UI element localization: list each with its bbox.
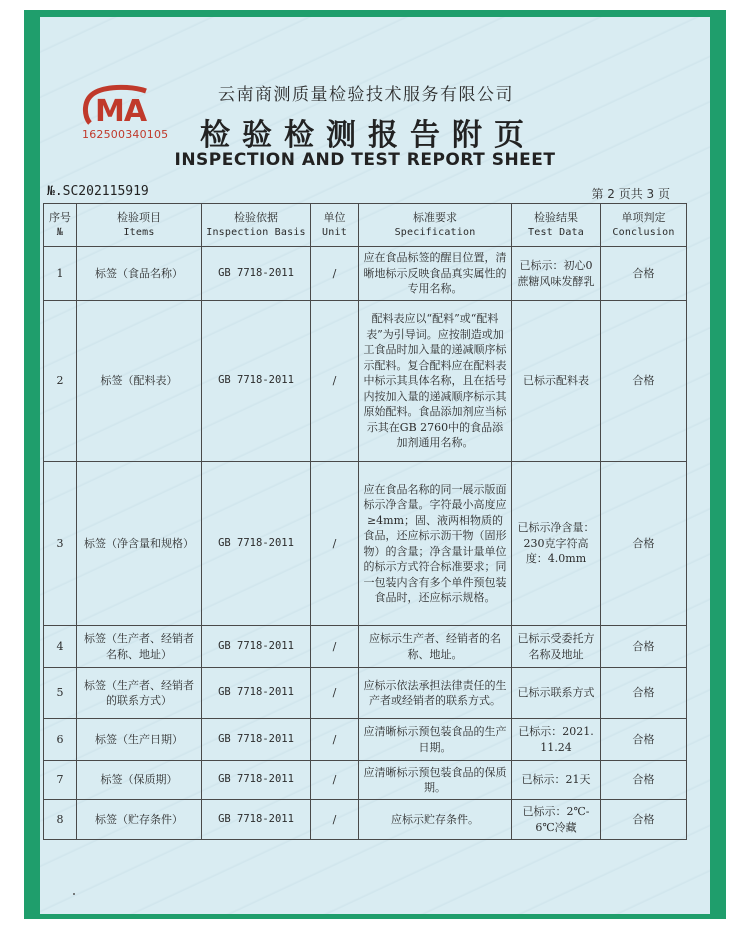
cell-item: 标签（食品名称） xyxy=(77,247,202,301)
table-row xyxy=(44,462,687,626)
cell-conclusion: 合格 xyxy=(601,719,687,761)
table-row xyxy=(44,247,687,301)
paper-speck xyxy=(73,893,75,895)
cell-result: 已标示净含量：230克字符高度：4.0mm xyxy=(512,462,601,626)
cell-basis: GB 7718-2011 xyxy=(202,462,311,626)
cell-item: 标签（生产者、经销者的联系方式） xyxy=(77,668,202,719)
page-title-cn: 检验检测报告附页 xyxy=(200,118,536,153)
table-row xyxy=(44,626,687,668)
cell-unit: / xyxy=(311,301,359,462)
cell-basis: GB 7718-2011 xyxy=(202,668,311,719)
cell-result: 已标示配料表 xyxy=(512,301,601,462)
svg-text:MA: MA xyxy=(95,94,147,129)
header-items: 检验项目 Items xyxy=(77,204,202,247)
cell-unit: / xyxy=(311,462,359,626)
page-indicator: 第 2 页共 3 页 xyxy=(591,187,670,201)
cell-basis: GB 7718-2011 xyxy=(202,301,311,462)
header-unit: 单位 Unit xyxy=(311,204,359,247)
cell-basis: GB 7718-2011 xyxy=(202,800,311,840)
company-name: 云南商测质量检验技术服务有限公司 xyxy=(218,85,514,105)
cell-spec: 应标示贮存条件。 xyxy=(359,800,512,840)
inspection-table xyxy=(43,203,687,840)
header-basis: 检验依据 Inspection Basis xyxy=(202,204,311,247)
cell-no: 3 xyxy=(44,462,77,626)
cell-item: 标签（生产者、经销者名称、地址） xyxy=(77,626,202,668)
cma-number: 162500340105 xyxy=(82,128,169,141)
cell-item: 标签（配料表） xyxy=(77,301,202,462)
cell-item: 标签（贮存条件） xyxy=(77,800,202,840)
cell-unit: / xyxy=(311,719,359,761)
cell-result: 已标示联系方式 xyxy=(512,668,601,719)
cell-basis: GB 7718-2011 xyxy=(202,761,311,800)
cell-unit: / xyxy=(311,668,359,719)
cell-no: 5 xyxy=(44,668,77,719)
cell-item: 标签（净含量和规格） xyxy=(77,462,202,626)
cell-conclusion: 合格 xyxy=(601,247,687,301)
header-result: 检验结果 Test Data xyxy=(512,204,601,247)
cell-spec: 应在食品名称的同一展示版面标示净含量。字符最小高度应≥4mm；固、液两相物质的食品，还应标示沥干物（固形物）的含量；净含量计量单位的标示方式符合标准要求；同一包装内含有多个单件预包装食品时，还应标示规格。 xyxy=(359,462,512,626)
cell-basis: GB 7718-2011 xyxy=(202,626,311,668)
cell-unit: / xyxy=(311,761,359,800)
cell-conclusion: 合格 xyxy=(601,761,687,800)
cell-unit: / xyxy=(311,800,359,840)
report-number: №.SC202115919 xyxy=(47,184,149,199)
table-row xyxy=(44,761,687,800)
cma-logo-icon xyxy=(80,83,168,131)
cell-spec: 应在食品标签的醒目位置，清晰地标示反映食品真实属性的专用名称。 xyxy=(359,247,512,301)
cell-basis: GB 7718-2011 xyxy=(202,247,311,301)
header-spec: 标准要求 Specification xyxy=(359,204,512,247)
cell-spec: 应清晰标示预包装食品的生产日期。 xyxy=(359,719,512,761)
cell-conclusion: 合格 xyxy=(601,668,687,719)
cell-spec: 应标示依法承担法律责任的生产者或经销者的联系方式。 xyxy=(359,668,512,719)
cell-no: 7 xyxy=(44,761,77,800)
bottom-strip xyxy=(24,916,726,935)
cell-spec: 应标示生产者、经销者的名称、地址。 xyxy=(359,626,512,668)
cell-conclusion: 合格 xyxy=(601,301,687,462)
cell-no: 6 xyxy=(44,719,77,761)
page-title-en: INSPECTION AND TEST REPORT SHEET xyxy=(174,150,556,170)
cell-no: 1 xyxy=(44,247,77,301)
cell-conclusion: 合格 xyxy=(601,626,687,668)
table-row xyxy=(44,800,687,840)
cell-unit: / xyxy=(311,247,359,301)
cell-result: 已标示：2℃-6℃冷藏 xyxy=(512,800,601,840)
cell-conclusion: 合格 xyxy=(601,800,687,840)
cell-no: 8 xyxy=(44,800,77,840)
cell-item: 标签（保质期） xyxy=(77,761,202,800)
cell-result: 已标示：21天 xyxy=(512,761,601,800)
table-row xyxy=(44,719,687,761)
cell-result: 已标示：初心0蔗糖风味发酵乳 xyxy=(512,247,601,301)
table-header-row xyxy=(44,204,687,247)
cell-conclusion: 合格 xyxy=(601,462,687,626)
cell-result: 已标示受委托方名称及地址 xyxy=(512,626,601,668)
cell-basis: GB 7718-2011 xyxy=(202,719,311,761)
header-no: 序号 № xyxy=(44,204,77,247)
cell-unit: / xyxy=(311,626,359,668)
cell-no: 4 xyxy=(44,626,77,668)
cell-spec: 配料表应以“配料”或“配料表”为引导词。应按制造或加工食品时加入量的递减顺序标示配料。复合配料应在配料表中标示其具体名称，且在括号内按加入量的递减顺序标示其原始配料。食品添加剂应当标示其在GB 2760中的食品添加剂通用名称。 xyxy=(359,301,512,462)
table-row xyxy=(44,301,687,462)
cell-no: 2 xyxy=(44,301,77,462)
cell-result: 已标示：2021.11.24 xyxy=(512,719,601,761)
header-conclusion: 单项判定 Conclusion xyxy=(601,204,687,247)
cell-item: 标签（生产日期） xyxy=(77,719,202,761)
table-row xyxy=(44,668,687,719)
cell-spec: 应清晰标示预包装食品的保质期。 xyxy=(359,761,512,800)
